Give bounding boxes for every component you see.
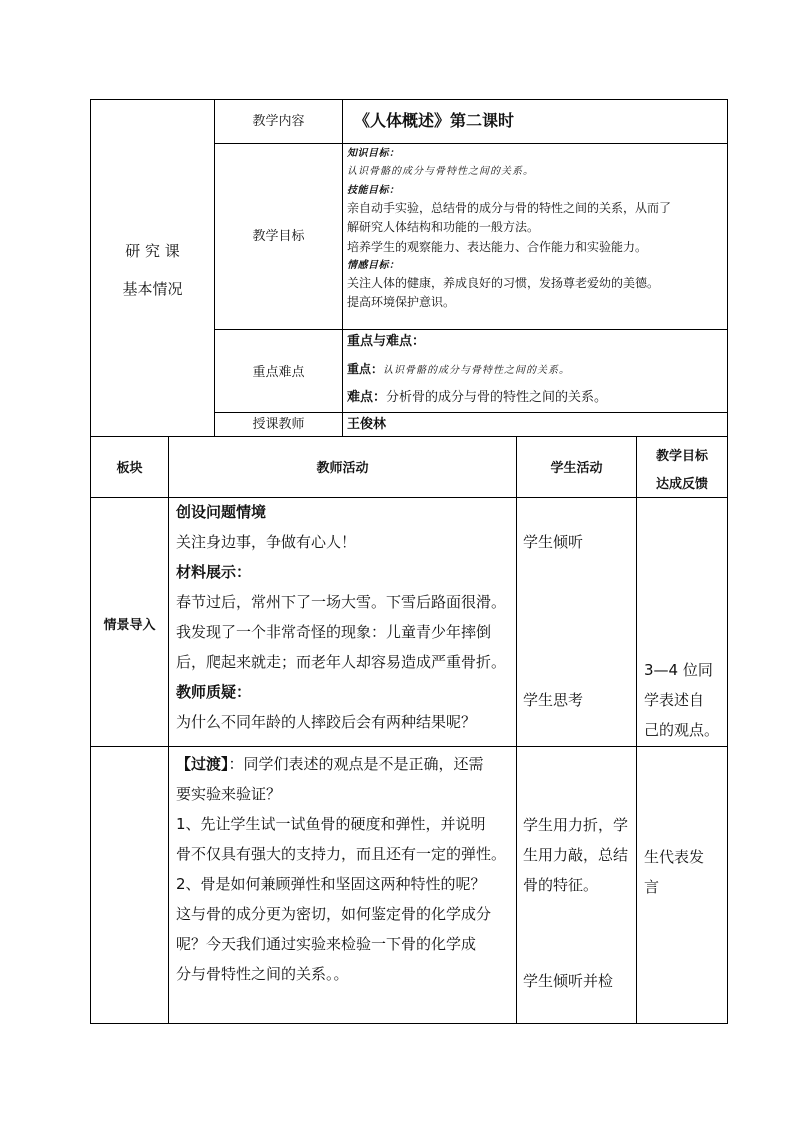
emotion-goal-line-1: 关注人体的健康，养成良好的习惯，发扬尊老爱幼的美德。	[347, 276, 660, 290]
knowledge-goal-heading: 知识目标：	[347, 148, 400, 159]
row1-feedback-line-1: 3—4 位同	[644, 661, 713, 679]
header-goal-line-1: 教学目标	[655, 449, 708, 464]
key-points-content	[347, 333, 725, 406]
header-teacher-activity: 教师活动	[316, 461, 369, 476]
main-table-border-top	[90, 436, 728, 437]
knowledge-goal-text: 认识骨骼的成分与骨特性之间的关系。	[347, 166, 534, 177]
skill-goal-line-2: 解研究人体结构和功能的一般方法。	[347, 220, 540, 234]
row2-student-activity	[523, 810, 635, 900]
row2-line-4: 骨不仅具有强大的支持力，而且还有一定的弹性。	[176, 845, 507, 863]
row1-line-6: 后，爬起来就走；而老年人却容易造成严重骨折。	[176, 653, 507, 671]
top-table-border-top	[90, 99, 728, 100]
row1-line-1: 创设问题情境	[176, 503, 267, 521]
row1-feedback	[644, 655, 726, 745]
teacher-label: 授课教师	[252, 417, 305, 432]
transition-text: ：同学们表述的观点是不是正确，还需	[228, 755, 484, 773]
row2-feedback	[644, 842, 726, 902]
row1-line-8: 为什么不同年龄的人摔跤后会有两种结果呢？	[176, 713, 477, 731]
main-table-border-right	[727, 436, 728, 1024]
main-table-border-bottom	[90, 1023, 728, 1024]
focus-line	[347, 358, 725, 377]
row1-line-5: 我发现了一个非常奇怪的现象：儿童青少年摔倒	[176, 623, 492, 641]
skill-goal-heading: 技能目标：	[347, 185, 400, 196]
row2-line-2: 要实验来验证？	[176, 785, 282, 803]
transition-label: 【过渡】	[176, 755, 229, 773]
row1-student-listen: 学生倾听	[523, 533, 584, 551]
emotion-goal-line-2: 提高环境保护意识。	[347, 295, 456, 309]
row1-line-4: 春节过后，常州下了一场大雪。下雪后路面很滑。	[176, 593, 507, 611]
row1-line-3: 材料展示：	[176, 563, 252, 581]
row2-student-line-3: 骨的特征。	[523, 876, 599, 894]
row1-line-7: 教师质疑：	[176, 683, 252, 701]
header-goal-feedback	[637, 443, 727, 499]
emotion-goal-heading: 情感目标：	[347, 260, 400, 271]
row2-line-6: 这与骨的成分更为密切，如何鉴定骨的化学成分	[176, 905, 492, 923]
main-table-row1-bottom	[90, 746, 728, 747]
key-points-label: 重点难点	[252, 365, 305, 380]
header-student-activity: 学生活动	[550, 461, 603, 476]
row1-teacher-activity	[176, 497, 516, 737]
row2-line-8: 分与骨特性之间的关系。。	[176, 965, 349, 983]
row2-feedback-line-2: 言	[644, 878, 660, 896]
goals-content	[347, 147, 725, 312]
header-section: 板块	[116, 461, 143, 476]
top-table-divider-h2	[214, 329, 728, 330]
focus-label: 重点：	[347, 362, 384, 376]
header-goal-line-2: 达成反馈	[655, 477, 708, 492]
top-table-divider-h3	[214, 412, 728, 413]
research-label-line-1: 研 究 课	[125, 242, 180, 260]
row2-student-listen-check: 学生倾听并检	[523, 972, 614, 990]
row2-student-line-1: 学生用力折，学	[523, 816, 629, 834]
content-label: 教学内容	[252, 114, 305, 129]
row1-line-2: 关注身边事，争做有心人！	[176, 533, 357, 551]
top-table-divider-v1	[214, 99, 215, 436]
difficulty-text: 分析骨的成分与骨的特性之间的关系。	[386, 390, 608, 405]
research-label-line-2: 基本情况	[122, 280, 183, 298]
content-title: 《人体概述》第二课时	[354, 111, 515, 130]
row2-line-5: 2、骨是如何兼顾弹性和坚固这两种特性的呢？	[176, 875, 486, 893]
skill-goal-line-1: 亲自动手实验，总结骨的成分与骨的特性之间的关系，从而了	[347, 201, 672, 215]
top-table-divider-h1	[214, 143, 728, 144]
difficulty-label: 难点：	[347, 390, 387, 405]
main-table-border-left	[90, 436, 91, 1024]
teacher-name: 王俊林	[347, 417, 387, 432]
main-table-col-v3	[636, 436, 637, 1024]
row1-feedback-line-3: 己的观点。	[644, 721, 720, 739]
goals-label: 教学目标	[252, 229, 305, 244]
key-points-heading: 重点与难点：	[347, 334, 426, 349]
research-class-label	[91, 232, 214, 308]
difficulty-line	[347, 386, 725, 406]
top-table-divider-v2	[342, 99, 343, 436]
top-table-border-right	[727, 99, 728, 436]
main-table-col-v1	[168, 436, 169, 1024]
row2-student-line-2: 生用力敲，总结	[523, 846, 629, 864]
row1-student-think: 学生思考	[523, 691, 584, 709]
row2-line-7: 呢？今天我们通过实验来检验一下骨的化学成	[176, 935, 477, 953]
row2-line-3: 1、先让学生试一试鱼骨的硬度和弹性，并说明	[176, 815, 486, 833]
row1-section-label: 情景导入	[103, 618, 156, 633]
main-table-col-v2	[516, 436, 517, 1024]
focus-text: 认识骨骼的成分与骨特性之间的关系。	[383, 365, 571, 376]
skill-goal-line-3: 培养学生的观察能力、表达能力、合作能力和实验能力。	[347, 240, 648, 254]
row2-feedback-line-1: 生代表发	[644, 848, 705, 866]
row2-line-1	[176, 749, 516, 779]
row1-feedback-line-2: 学表述自	[644, 691, 705, 709]
row2-teacher-activity	[176, 749, 516, 989]
